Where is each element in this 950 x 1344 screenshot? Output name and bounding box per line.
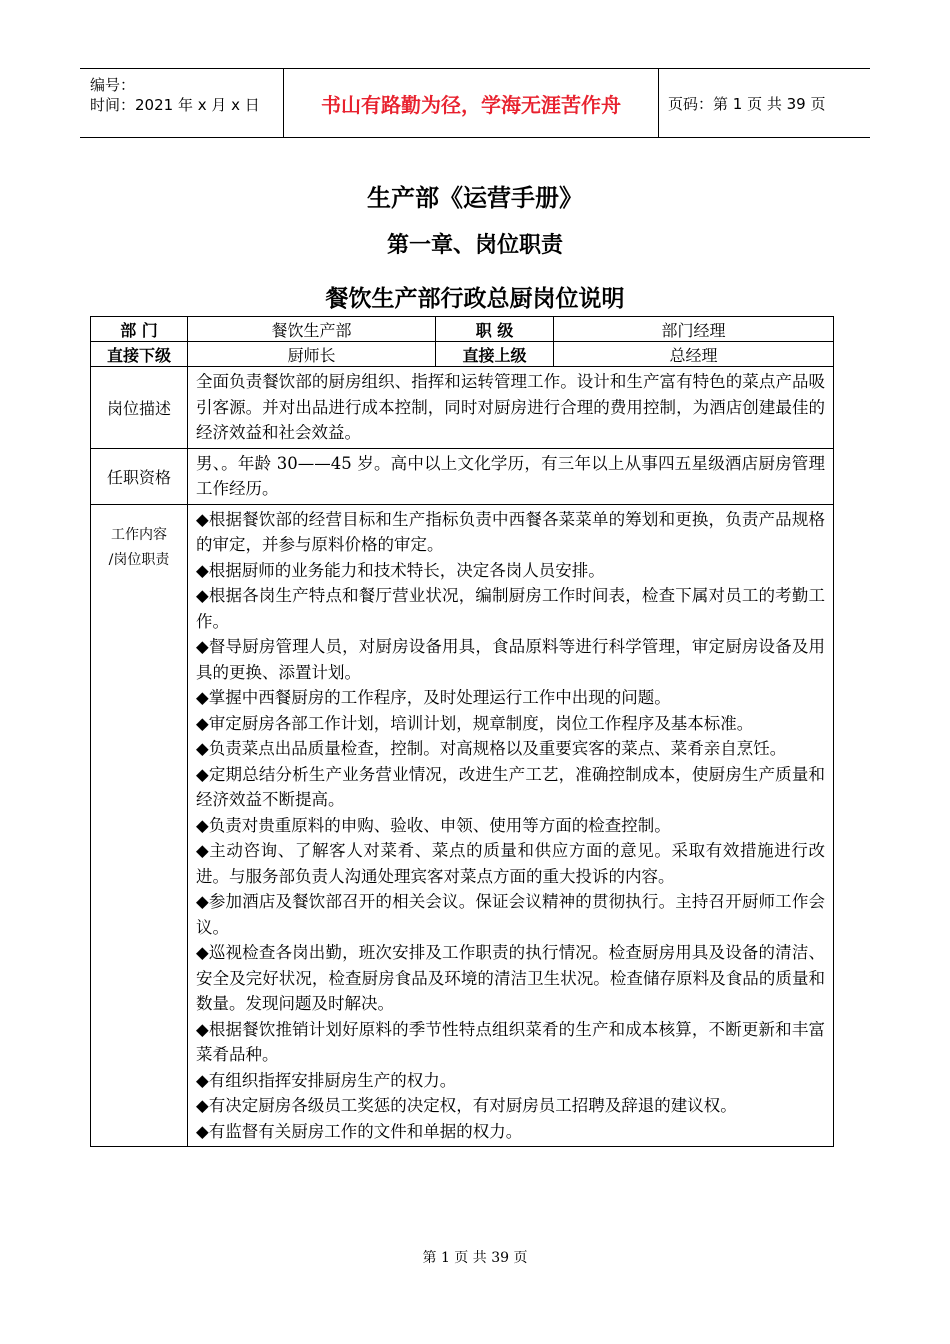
document-time: 时间：2021 年 x 月 x 日 bbox=[90, 96, 260, 114]
superior-value: 总经理 bbox=[554, 342, 834, 367]
level-label: 职 级 bbox=[436, 317, 554, 342]
page-footer: 第 1 页 共 39 页 bbox=[422, 1250, 528, 1266]
chapter-title: 第一章、岗位职责 bbox=[386, 232, 563, 258]
header-meta bbox=[90, 75, 260, 115]
list-item: ◆掌握中西餐厨房的工作程序，及时处理运行工作中出现的问题。 bbox=[196, 688, 671, 707]
list-item: ◆根据餐饮推销计划好原料的季节性特点组织菜肴的生产和成本核算，不断更新和丰富菜肴品种。 bbox=[196, 1019, 825, 1064]
department-value: 餐饮生产部 bbox=[188, 317, 436, 342]
list-item: ◆根据餐饮部的经营目标和生产指标负责中西餐各菜菜单的筹划和更换，负责产品规格的审定，并参与原料价格的审定。 bbox=[196, 509, 825, 554]
table-row bbox=[91, 504, 834, 1147]
list-item: ◆有监督有关厨房工作的文件和单据的权力。 bbox=[196, 1121, 523, 1141]
duties-list bbox=[188, 504, 834, 1147]
job-description-table bbox=[90, 316, 834, 1147]
header-divider bbox=[658, 69, 659, 137]
qualification-label: 任职资格 bbox=[91, 448, 188, 504]
description-label: 岗位描述 bbox=[91, 367, 188, 449]
department-label: 部 门 bbox=[91, 317, 188, 342]
document-number: 编号： bbox=[90, 76, 136, 94]
table-row bbox=[91, 448, 834, 504]
header-motto: 书山有路勤为径，学海无涯苦作舟 bbox=[321, 92, 621, 117]
list-item: ◆巡视检查各岗出勤，班次安排及工作职责的执行情况。检查厨房用具及设备的清洁、安全及完好状况，检查厨房食品及环境的清洁卫生状况。检查储存原料及食品的质量和数量。发现问题及时解决。 bbox=[196, 943, 825, 1013]
level-value: 部门经理 bbox=[554, 317, 834, 342]
list-item: ◆有决定厨房各级员工奖惩的决定权，有对厨房员工招聘及辞退的建议权。 bbox=[196, 1096, 737, 1115]
table-row bbox=[91, 367, 834, 449]
duties-label bbox=[91, 504, 188, 1147]
list-item: ◆定期总结分析生产业务营业情况，改进生产工艺，准确控制成本，使厨房生产质量和经济效益不断提高。 bbox=[196, 764, 825, 809]
table-row bbox=[91, 317, 834, 342]
document-title: 生产部《运营手册》 bbox=[367, 183, 583, 212]
list-item: ◆负责菜点出品质量检查，控制。对高规格以及重要宾客的菜点、菜肴亲自烹饪。 bbox=[196, 739, 787, 758]
table-row bbox=[91, 342, 834, 367]
list-item: ◆主动咨询、了解客人对菜肴、菜点的质量和供应方面的意见。采取有效措施进行改进。与服务部负责人沟通处理宾客对菜点方面的重大投诉的内容。 bbox=[196, 841, 825, 886]
list-item: ◆根据厨师的业务能力和技术特长，决定各岗人员安排。 bbox=[196, 560, 605, 580]
qualification-text: 男、。年龄 30——45 岁。高中以上文化学历，有三年以上从事四五星级酒店厨房管理工作经历。 bbox=[188, 448, 834, 504]
list-item: ◆督导厨房管理人员，对厨房设备用具，食品原料等进行科学管理，审定厨房设备及用具的更换、添置计划。 bbox=[196, 637, 825, 682]
subordinate-value: 厨师长 bbox=[188, 342, 436, 367]
superior-label: 直接上级 bbox=[436, 342, 554, 367]
duties-label-line: 工作内容 bbox=[111, 526, 167, 543]
duties-label-line: /岗位职责 bbox=[108, 551, 170, 568]
list-item: ◆负责对贵重原料的申购、验收、申领、使用等方面的检查控制。 bbox=[196, 815, 671, 835]
header-page-number: 页码：第 1 页 共 39 页 bbox=[668, 94, 826, 113]
section-title: 餐饮生产部行政总厨岗位说明 bbox=[325, 285, 625, 312]
list-item: ◆审定厨房各部工作计划，培训计划，规章制度，岗位工作程序及基本标准。 bbox=[196, 713, 754, 733]
page-header bbox=[80, 68, 870, 138]
description-text: 全面负责餐饮部的厨房组织、指挥和运转管理工作。设计和生产富有特色的菜点产品吸引客源。并对出品进行成本控制，同时对厨房进行合理的费用控制，为酒店创建最佳的经济效益和社会效益。 bbox=[188, 367, 834, 449]
list-item: ◆根据各岗生产特点和餐厅营业状况，编制厨房工作时间表，检查下属对员工的考勤工作。 bbox=[196, 586, 825, 631]
list-item: ◆有组织指挥安排厨房生产的权力。 bbox=[196, 1070, 457, 1090]
list-item: ◆参加酒店及餐饮部召开的相关会议。保证会议精神的贯彻执行。主持召开厨师工作会议。 bbox=[196, 892, 825, 937]
subordinate-label: 直接下级 bbox=[91, 342, 188, 367]
